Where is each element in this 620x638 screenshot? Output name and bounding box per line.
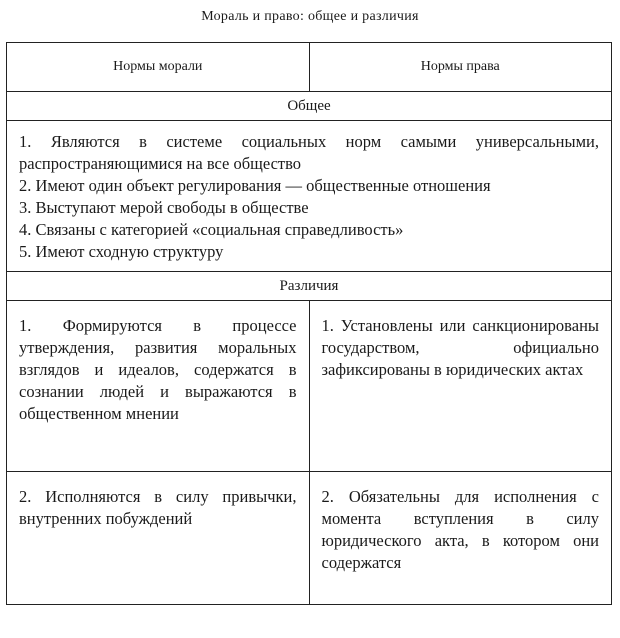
common-heading-row	[7, 92, 612, 121]
header-row	[7, 43, 612, 92]
document-title: Мораль и право: общее и различия	[201, 9, 419, 24]
common-heading: Общее	[7, 92, 612, 121]
law-cell: 2. Обязательны для исполнения с момента вступления в силу юридического акта, в котором они содержатся	[309, 472, 612, 605]
table-row	[7, 472, 612, 605]
list-item: 4. Связаны с категорией «социальная справедливость»	[19, 220, 404, 239]
list-item: 5. Имеют сходную структуру	[19, 242, 224, 261]
table-row	[7, 301, 612, 472]
header-morals: Нормы морали	[7, 43, 310, 92]
common-list	[7, 121, 612, 272]
list-item: 2. Имеют один объект регулирования — общественные отношения	[19, 176, 491, 195]
list-item: 3. Выступают мерой свободы в обществе	[19, 198, 309, 217]
differences-heading: Различия	[7, 272, 612, 301]
morals-cell: 1. Формируются в процессе утверждения, развития моральных взглядов и идеалов, содержатся в сознании людей и выражаются в общественном мнении	[7, 301, 310, 472]
list-item: 1. Являются в системе социальных норм самыми универсальными, распространяющимися на все общество	[19, 132, 599, 173]
common-row	[7, 121, 612, 272]
law-cell: 1. Установлены или санкционированы государством, официально зафиксированы в юридических актах	[309, 301, 612, 472]
header-law: Нормы права	[309, 43, 612, 92]
comparison-table	[6, 42, 612, 605]
morals-cell: 2. Исполняются в силу привычки, внутренних побуждений	[7, 472, 310, 605]
differences-heading-row	[7, 272, 612, 301]
